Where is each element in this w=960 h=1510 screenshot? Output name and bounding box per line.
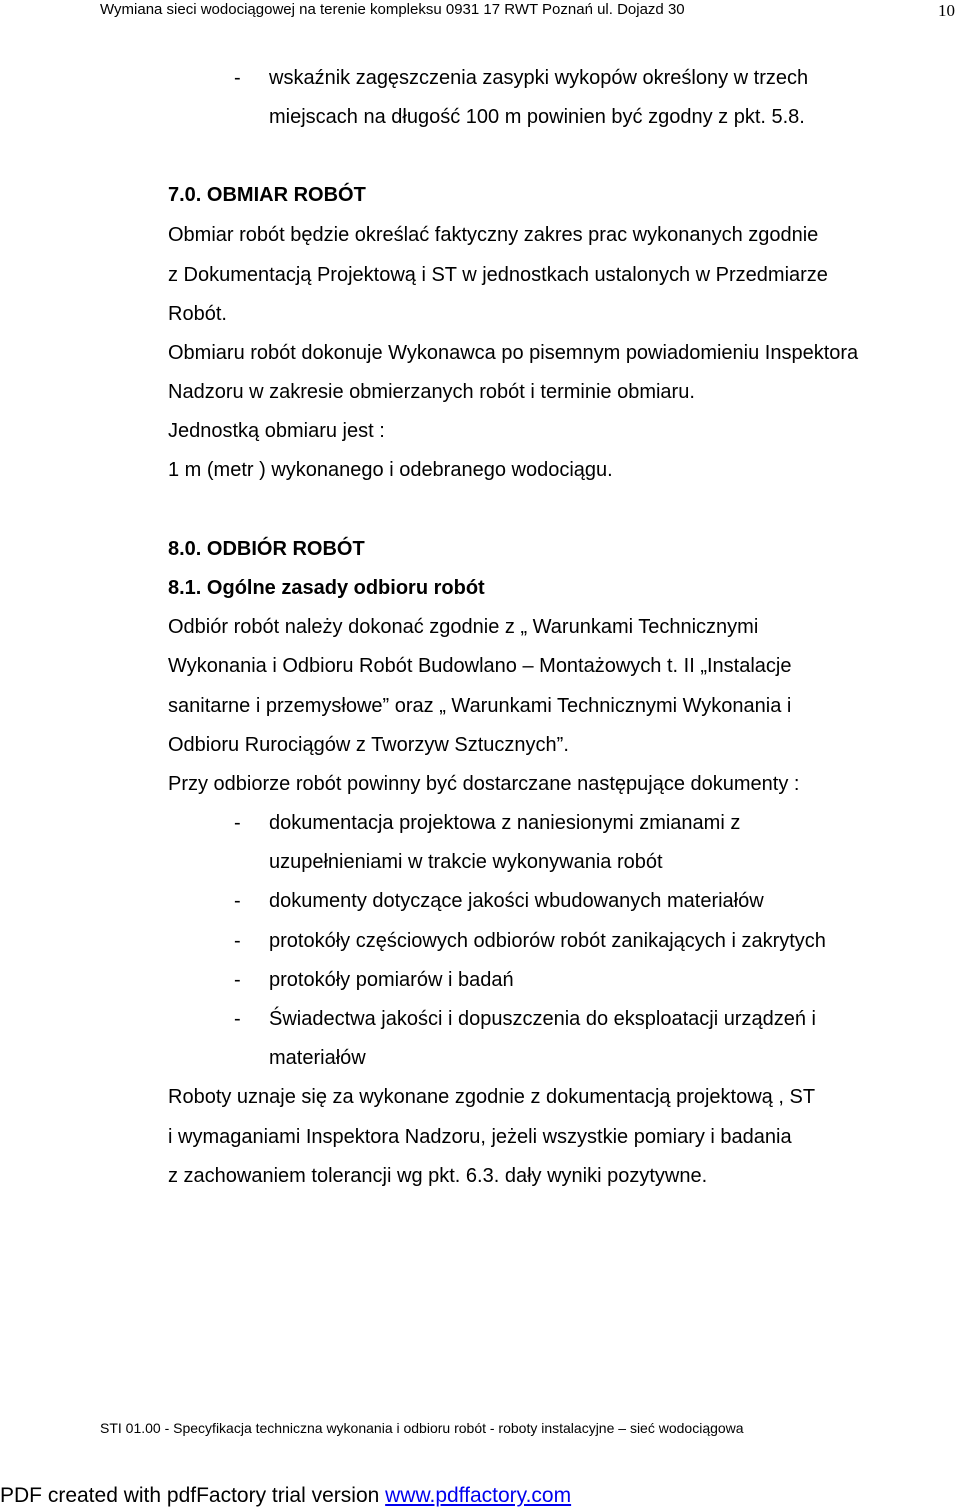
paragraph-line: sanitarne i przemysłowe” oraz „ Warunkami Technicznymi Wykonania i: [168, 695, 792, 717]
bullet-text: miejscach na długość 100 m powinien być zgodny z pkt. 5.8.: [269, 106, 805, 128]
paragraph-line: Przy odbiorze robót powinny być dostarczane następujące dokumenty :: [168, 773, 800, 795]
bullet-dash: -: [234, 812, 241, 834]
bullet-dash: -: [234, 930, 241, 952]
paragraph-line: Obmiar robót będzie określać faktyczny zakres prac wykonanych zgodnie: [168, 224, 819, 246]
bullet-text: wskaźnik zagęszczenia zasypki wykopów określony w trzech: [269, 67, 809, 89]
pdffactory-link[interactable]: www.pdffactory.com: [385, 1484, 572, 1507]
paragraph-line: z Dokumentacją Projektową i ST w jednostkach ustalonych w Przedmiarze: [168, 264, 828, 286]
bullet-dash: -: [234, 969, 241, 991]
paragraph-line: Wykonania i Odbioru Robót Budowlano – Montażowych t. II „Instalacje: [168, 655, 792, 677]
paragraph-line: Odbiór robót należy dokonać zgodnie z „ Warunkami Technicznymi: [168, 616, 759, 638]
section-heading: 8.0. ODBIÓR ROBÓT: [168, 538, 365, 560]
bullet-dash: -: [234, 67, 241, 89]
bullet-text: protokóły pomiarów i badań: [269, 969, 514, 991]
running-header: Wymiana sieci wodociągowej na terenie kompleksu 0931 17 RWT Poznań ul. Dojazd 30: [100, 1, 685, 18]
section-heading: 7.0. OBMIAR ROBÓT: [168, 184, 366, 206]
bullet-text: uzupełnieniami w trakcie wykonywania robót: [269, 851, 663, 873]
pdf-creator-note: [0, 1482, 571, 1510]
bullet-dash: -: [234, 890, 241, 912]
subsection-heading: 8.1. Ogólne zasady odbioru robót: [168, 577, 485, 599]
page-number: 10: [938, 1, 955, 20]
bullet-dash: -: [234, 1008, 241, 1030]
bullet-text: Świadectwa jakości i dopuszczenia do eksploatacji urządzeń i: [269, 1008, 816, 1030]
paragraph-line: z zachowaniem tolerancji wg pkt. 6.3. dały wyniki pozytywne.: [168, 1165, 708, 1187]
paragraph-line: Nadzoru w zakresie obmierzanych robót i terminie obmiaru.: [168, 381, 695, 403]
bullet-text: dokumenty dotyczące jakości wbudowanych materiałów: [269, 890, 764, 912]
paragraph-line: Roboty uznaje się za wykonane zgodnie z dokumentacją projektową , ST: [168, 1086, 816, 1108]
paragraph-line: Robót.: [168, 303, 227, 325]
paragraph-line: 1 m (metr ) wykonanego i odebranego wodociągu.: [168, 459, 613, 481]
paragraph-line: Obmiaru robót dokonuje Wykonawca po pisemnym powiadomieniu Inspektora: [168, 342, 859, 364]
paragraph-line: Jednostką obmiaru jest :: [168, 420, 385, 442]
paragraph-line: Odbioru Rurociągów z Tworzyw Sztucznych”.: [168, 734, 569, 756]
paragraph-line: i wymaganiami Inspektora Nadzoru, jeżeli wszystkie pomiary i badania: [168, 1126, 792, 1148]
bullet-text: materiałów: [269, 1047, 366, 1069]
page-footer: STI 01.00 - Specyfikacja techniczna wykonania i odbioru robót - roboty instalacyjne – sieć wodociągowa: [100, 1420, 744, 1436]
bullet-text: dokumentacja projektowa z naniesionymi zmianami z: [269, 812, 741, 834]
pdf-note-text: PDF created with pdfFactory trial version: [0, 1484, 386, 1507]
bullet-text: protokóły częściowych odbiorów robót zanikających i zakrytych: [269, 930, 826, 952]
